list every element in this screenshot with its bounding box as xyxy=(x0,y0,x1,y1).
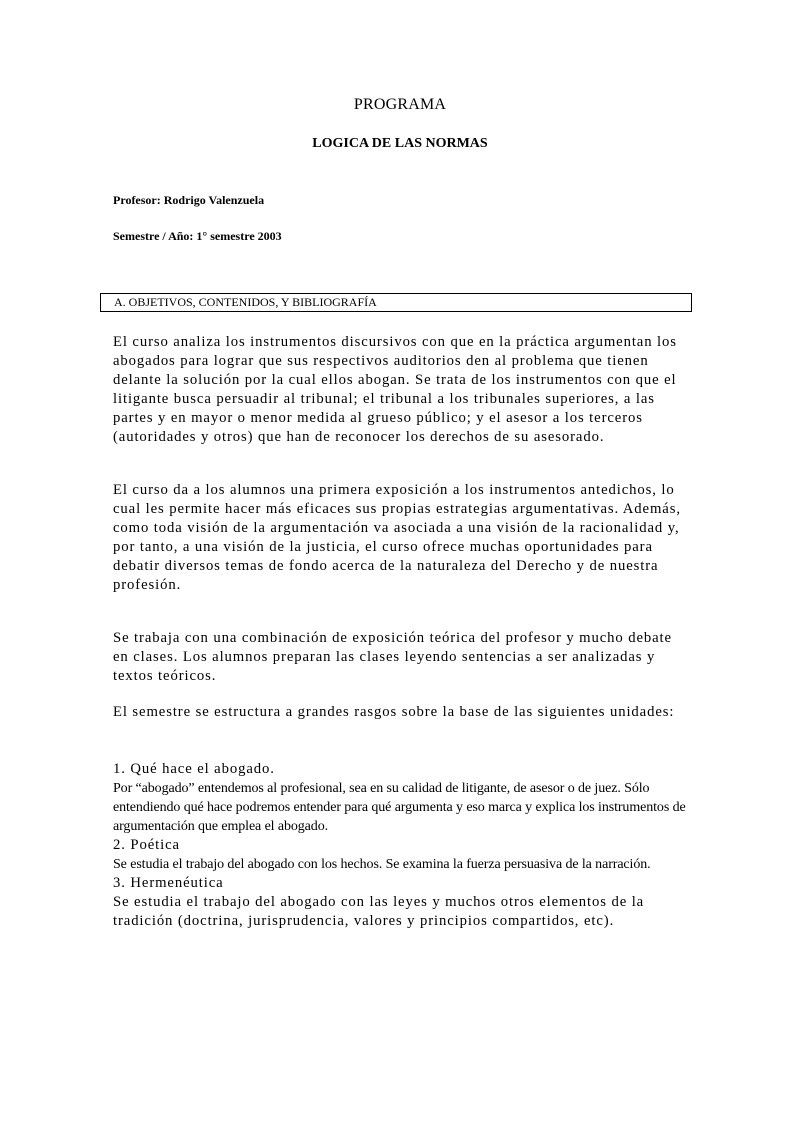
unit-text: Se estudia el trabajo del abogado con los hechos. Se examina la fuerza persuasiva de la narración. xyxy=(113,857,651,872)
unit-text: Por “abogado” entendemos al profesional, sea en su calidad de litigante, de asesor o de juez. Sólo entendiendo qué hace podremos entender para qué argumenta y eso marca y explica los instrumentos de argumentación que emplea el abogado. xyxy=(113,781,686,834)
semester-line: Semestre / Año: 1° semestre 2003 xyxy=(113,229,282,243)
paragraph-objectives: El curso analiza los instrumentos discursivos con que en la práctica argumentan los abogados para lograr que sus respectivos auditorios den al problema que tienen delante la solución por la cual ellos abogan. Se trata de los instrumentos con que el litigante busca persuadir al tribunal; el tribunal a los tribunales superiores, a las partes y en mayor o menor medida al grueso público; y el asesor a los terceros (autoridades y otros) que han de reconocer los derechos de su asesorado. xyxy=(113,334,677,445)
section-heading-box xyxy=(100,293,692,312)
paragraph-method: Se trabaja con una combinación de exposición teórica del profesor y mucho debate en clases. Los alumnos preparan las clases leyendo sentencias a ser analizadas y textos teóricos. xyxy=(113,630,672,684)
units-list xyxy=(113,760,688,931)
page-title: PROGRAMA xyxy=(353,96,447,113)
course-title: LOGICA DE LAS NORMAS xyxy=(312,136,488,151)
section-heading: A. OBJETIVOS, CONTENIDOS, Y BIBLIOGRAFÍA xyxy=(114,295,377,309)
paragraph-structure: El semestre se estructura a grandes rasgos sobre la base de las siguientes unidades: xyxy=(113,704,675,720)
unit-text: Se estudia el trabajo del abogado con las leyes y muchos otros elementos de la tradición (doctrina, jurisprudencia, valores y principios compartidos, etc). xyxy=(113,894,645,929)
paragraph-exposure: El curso da a los alumnos una primera exposición a los instrumentos antedichos, lo cual les permite hacer más eficaces sus propias estrategias argumentativas. Además, como toda visión de la argumentación va asociada a una visión de la racionalidad y, por tanto, a una visión de la justicia, el curso ofrece muchas oportunidades para debatir diversos temas de fondo acerca de la naturaleza del Derecho y de nuestra profesión. xyxy=(113,482,681,593)
unit-heading: 1. Qué hace el abogado. xyxy=(113,761,275,777)
professor-line: Profesor: Rodrigo Valenzuela xyxy=(113,193,265,207)
unit-heading: 3. Hermenéutica xyxy=(113,875,224,891)
unit-heading: 2. Poética xyxy=(113,837,180,853)
